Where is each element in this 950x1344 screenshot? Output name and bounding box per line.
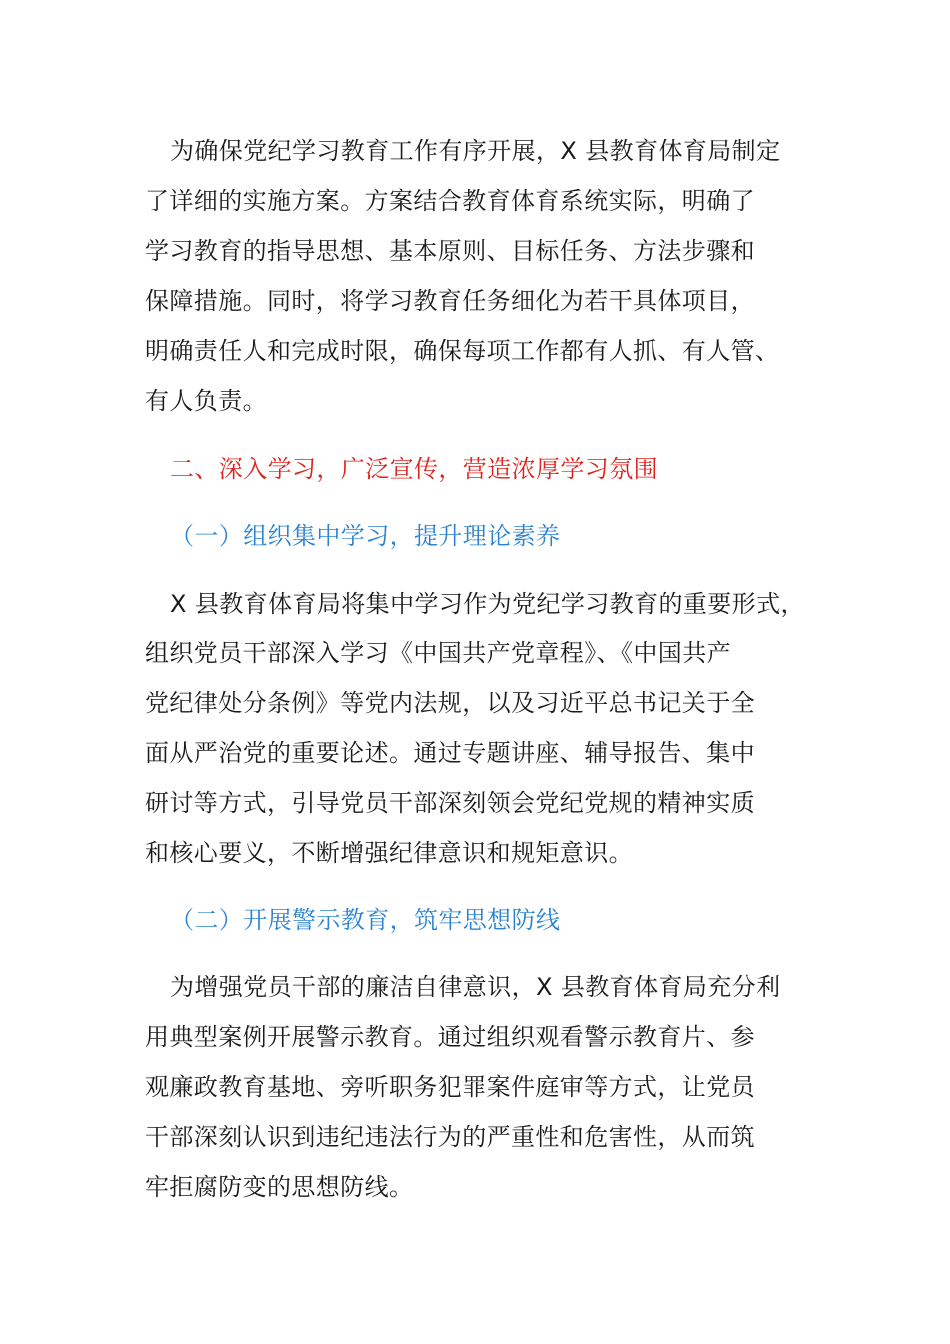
- sub-heading-2: （二）开展警示教育，筑牢思想防线: [170, 906, 561, 934]
- paragraph-3-line-4: 干部深刻认识到违纪违法行为的严重性和危害性，从而筑: [145, 1123, 755, 1151]
- section-heading-2: 二、深入学习，广泛宣传，营造浓厚学习氛围: [170, 455, 658, 483]
- paragraph-2-line-3: 党纪律处分条例》等党内法规，以及习近平总书记关于全: [145, 689, 755, 717]
- paragraph-2-line-5: 研讨等方式，引导党员干部深刻领会党纪党规的精神实质: [145, 789, 755, 817]
- paragraph-3-line-2: 用典型案例开展警示教育。通过组织观看警示教育片、参: [145, 1023, 755, 1051]
- paragraph-1-line-1: 为确保党纪学习教育工作有序开展，X 县教育体育局制定: [170, 137, 781, 165]
- paragraph-2-line-4: 面从严治党的重要论述。通过专题讲座、辅导报告、集中: [145, 739, 755, 767]
- paragraph-1-line-2: 了详细的实施方案。方案结合教育体育系统实际，明确了: [145, 187, 755, 215]
- paragraph-1-line-4: 保障措施。同时，将学习教育任务细化为若干具体项目，: [145, 287, 755, 315]
- paragraph-2-line-1: X 县教育体育局将集中学习作为党纪学习教育的重要形式，: [170, 590, 805, 618]
- sub-heading-1: （一）组织集中学习，提升理论素养: [170, 522, 561, 550]
- paragraph-3-line-3: 观廉政教育基地、旁听职务犯罪案件庭审等方式，让党员: [145, 1073, 755, 1101]
- paragraph-2-line-6: 和核心要义，不断增强纪律意识和规矩意识。: [145, 839, 633, 867]
- paragraph-2-line-2: 组织党员干部深入学习《中国共产党章程》、《中国共产: [145, 639, 731, 667]
- paragraph-1-line-5: 明确责任人和完成时限，确保每项工作都有人抓、有人管、: [145, 337, 780, 365]
- paragraph-1-line-6: 有人负责。: [145, 387, 267, 415]
- paragraph-3-line-1: 为增强党员干部的廉洁自律意识，X 县教育体育局充分利: [170, 973, 781, 1001]
- paragraph-1-line-3: 学习教育的指导思想、基本原则、目标任务、方法步骤和: [145, 237, 755, 265]
- paragraph-3-line-5: 牢拒腐防变的思想防线。: [145, 1173, 414, 1201]
